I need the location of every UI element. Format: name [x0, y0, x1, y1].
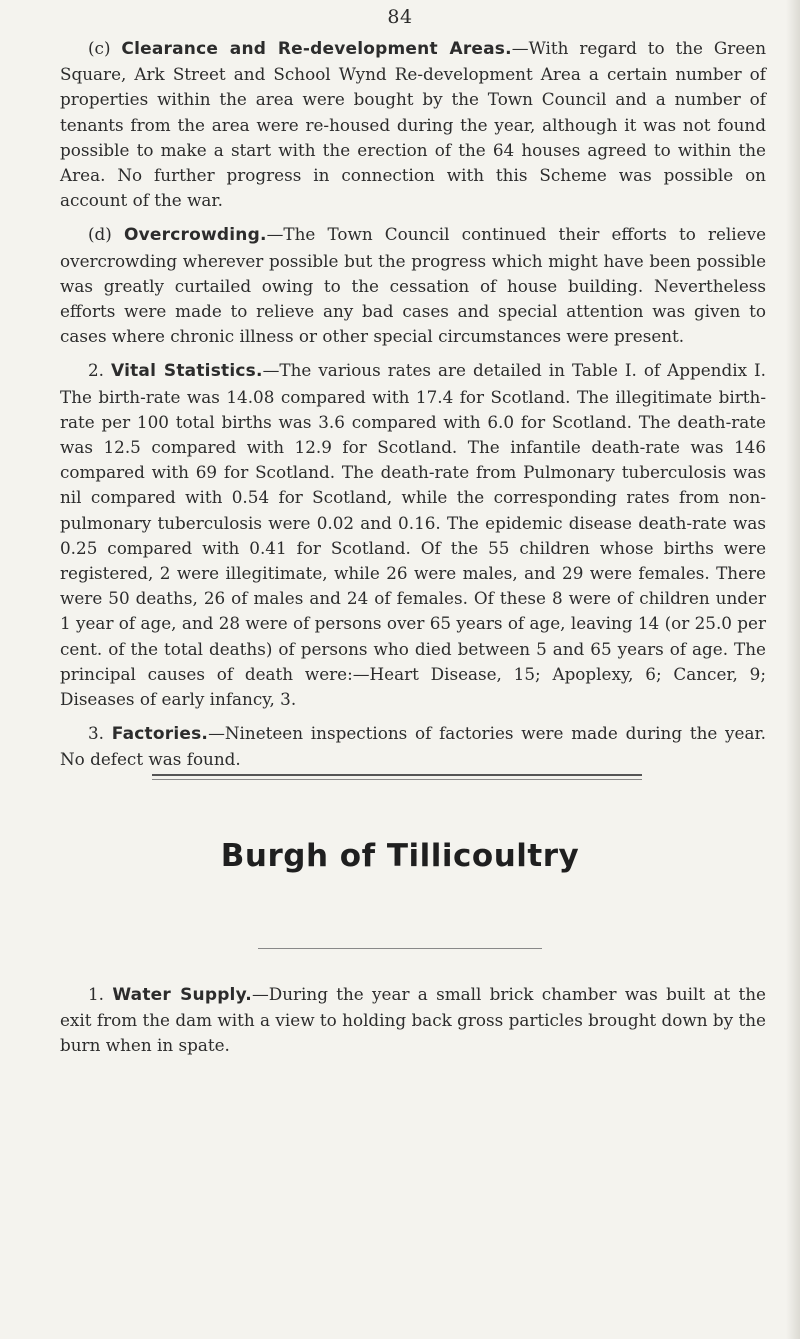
section-divider-top-thin	[152, 779, 642, 780]
page-number: 84	[387, 6, 413, 28]
paragraph-vital-statistics	[60, 358, 766, 712]
paragraph-clearance	[60, 36, 766, 213]
paragraph-text: —The various rates are detailed in Table I. of Appendix I. The birth-rate was 14.08 compared with 17.4 for Scotland. The illegitimate birth-rate per 100 total births was 3.6 compared with 6.0 for Scotland. The death-rate was 12.5 compared with 12.9 for Scotland. The infantile death-rate was 146 compared with 69 for Scotland. The death-rate from Pulmonary tuberculosis was nil compared with 0.54 for Scotland, while the corresponding rates from non-pulmonary tuberculosis were 0.02 and 0.16. The epidemic disease death-rate was 0.25 compared with 0.41 for Scotland. Of the 55 children whose births were registered, 2 were illegitimate, while 26 were males, and 29 were females. There were 50 deaths, 26 of males and 24 of females. Of these 8 were of children under 1 year of age, and 28 were of persons over 65 years of age, leaving 14 (or 25.0 per cent. of the total deaths) of persons who died between 5 and 65 years of age. The principal causes of death were:—Heart Disease, 15; Apoplexy, 6; Cancer, 9; Diseases of early infancy, 3.	[60, 360, 766, 710]
paragraph-text: —With regard to the Green Square, Ark Street and School Wynd Re-development Area a certain number of properties within the area were bought by the Town Council and a number of tenants from the area were re-housed during the year, although it was not found possible to make a start with the erection of the 64 houses agreed to within the Area. No further progress in connection with this Scheme was possible on account of the war.	[60, 38, 766, 211]
paragraph-heading: Water Supply.	[112, 985, 252, 1005]
paragraph-text: —Nineteen inspections of factories were made during the year. No defect was found.	[60, 723, 766, 770]
paragraph-heading: Clearance and Re-development Areas.	[121, 39, 512, 59]
section-divider-bottom	[258, 948, 542, 949]
paragraph-water-supply	[60, 982, 766, 1059]
section-title: Burgh of Tillicoultry	[220, 838, 580, 874]
paragraph-number: 2.	[88, 360, 105, 381]
paragraph-heading: Vital Statistics.	[111, 361, 263, 382]
section-divider-top	[152, 774, 642, 776]
paragraph-number: (d)	[88, 224, 112, 245]
report-body	[60, 36, 766, 782]
paragraph-overcrowding	[60, 222, 766, 349]
paragraph-number: 3.	[88, 723, 105, 744]
paragraph-number: (c)	[88, 38, 111, 58]
paragraph-number: 1.	[88, 984, 105, 1004]
paragraph-heading: Factories.	[111, 724, 209, 745]
paragraph-text: —The Town Council continued their efforts to relieve overcrowding wherever possible but the progress which might have been possible was greatly curtailed owing to the cessation of house building. Nevertheless efforts were made to relieve any bad cases and special attention was given to cases where chronic illness or other special circumstances were present.	[60, 224, 766, 347]
paragraph-factories	[60, 721, 766, 772]
paragraph-heading: Overcrowding.	[124, 225, 267, 246]
paragraph-text: —During the year a small brick chamber was built at the exit from the dam with a view to holding back gross particles brought down by the burn when in spate.	[60, 984, 766, 1056]
page-edge-shadow	[786, 0, 800, 1339]
section-body	[60, 982, 766, 1068]
